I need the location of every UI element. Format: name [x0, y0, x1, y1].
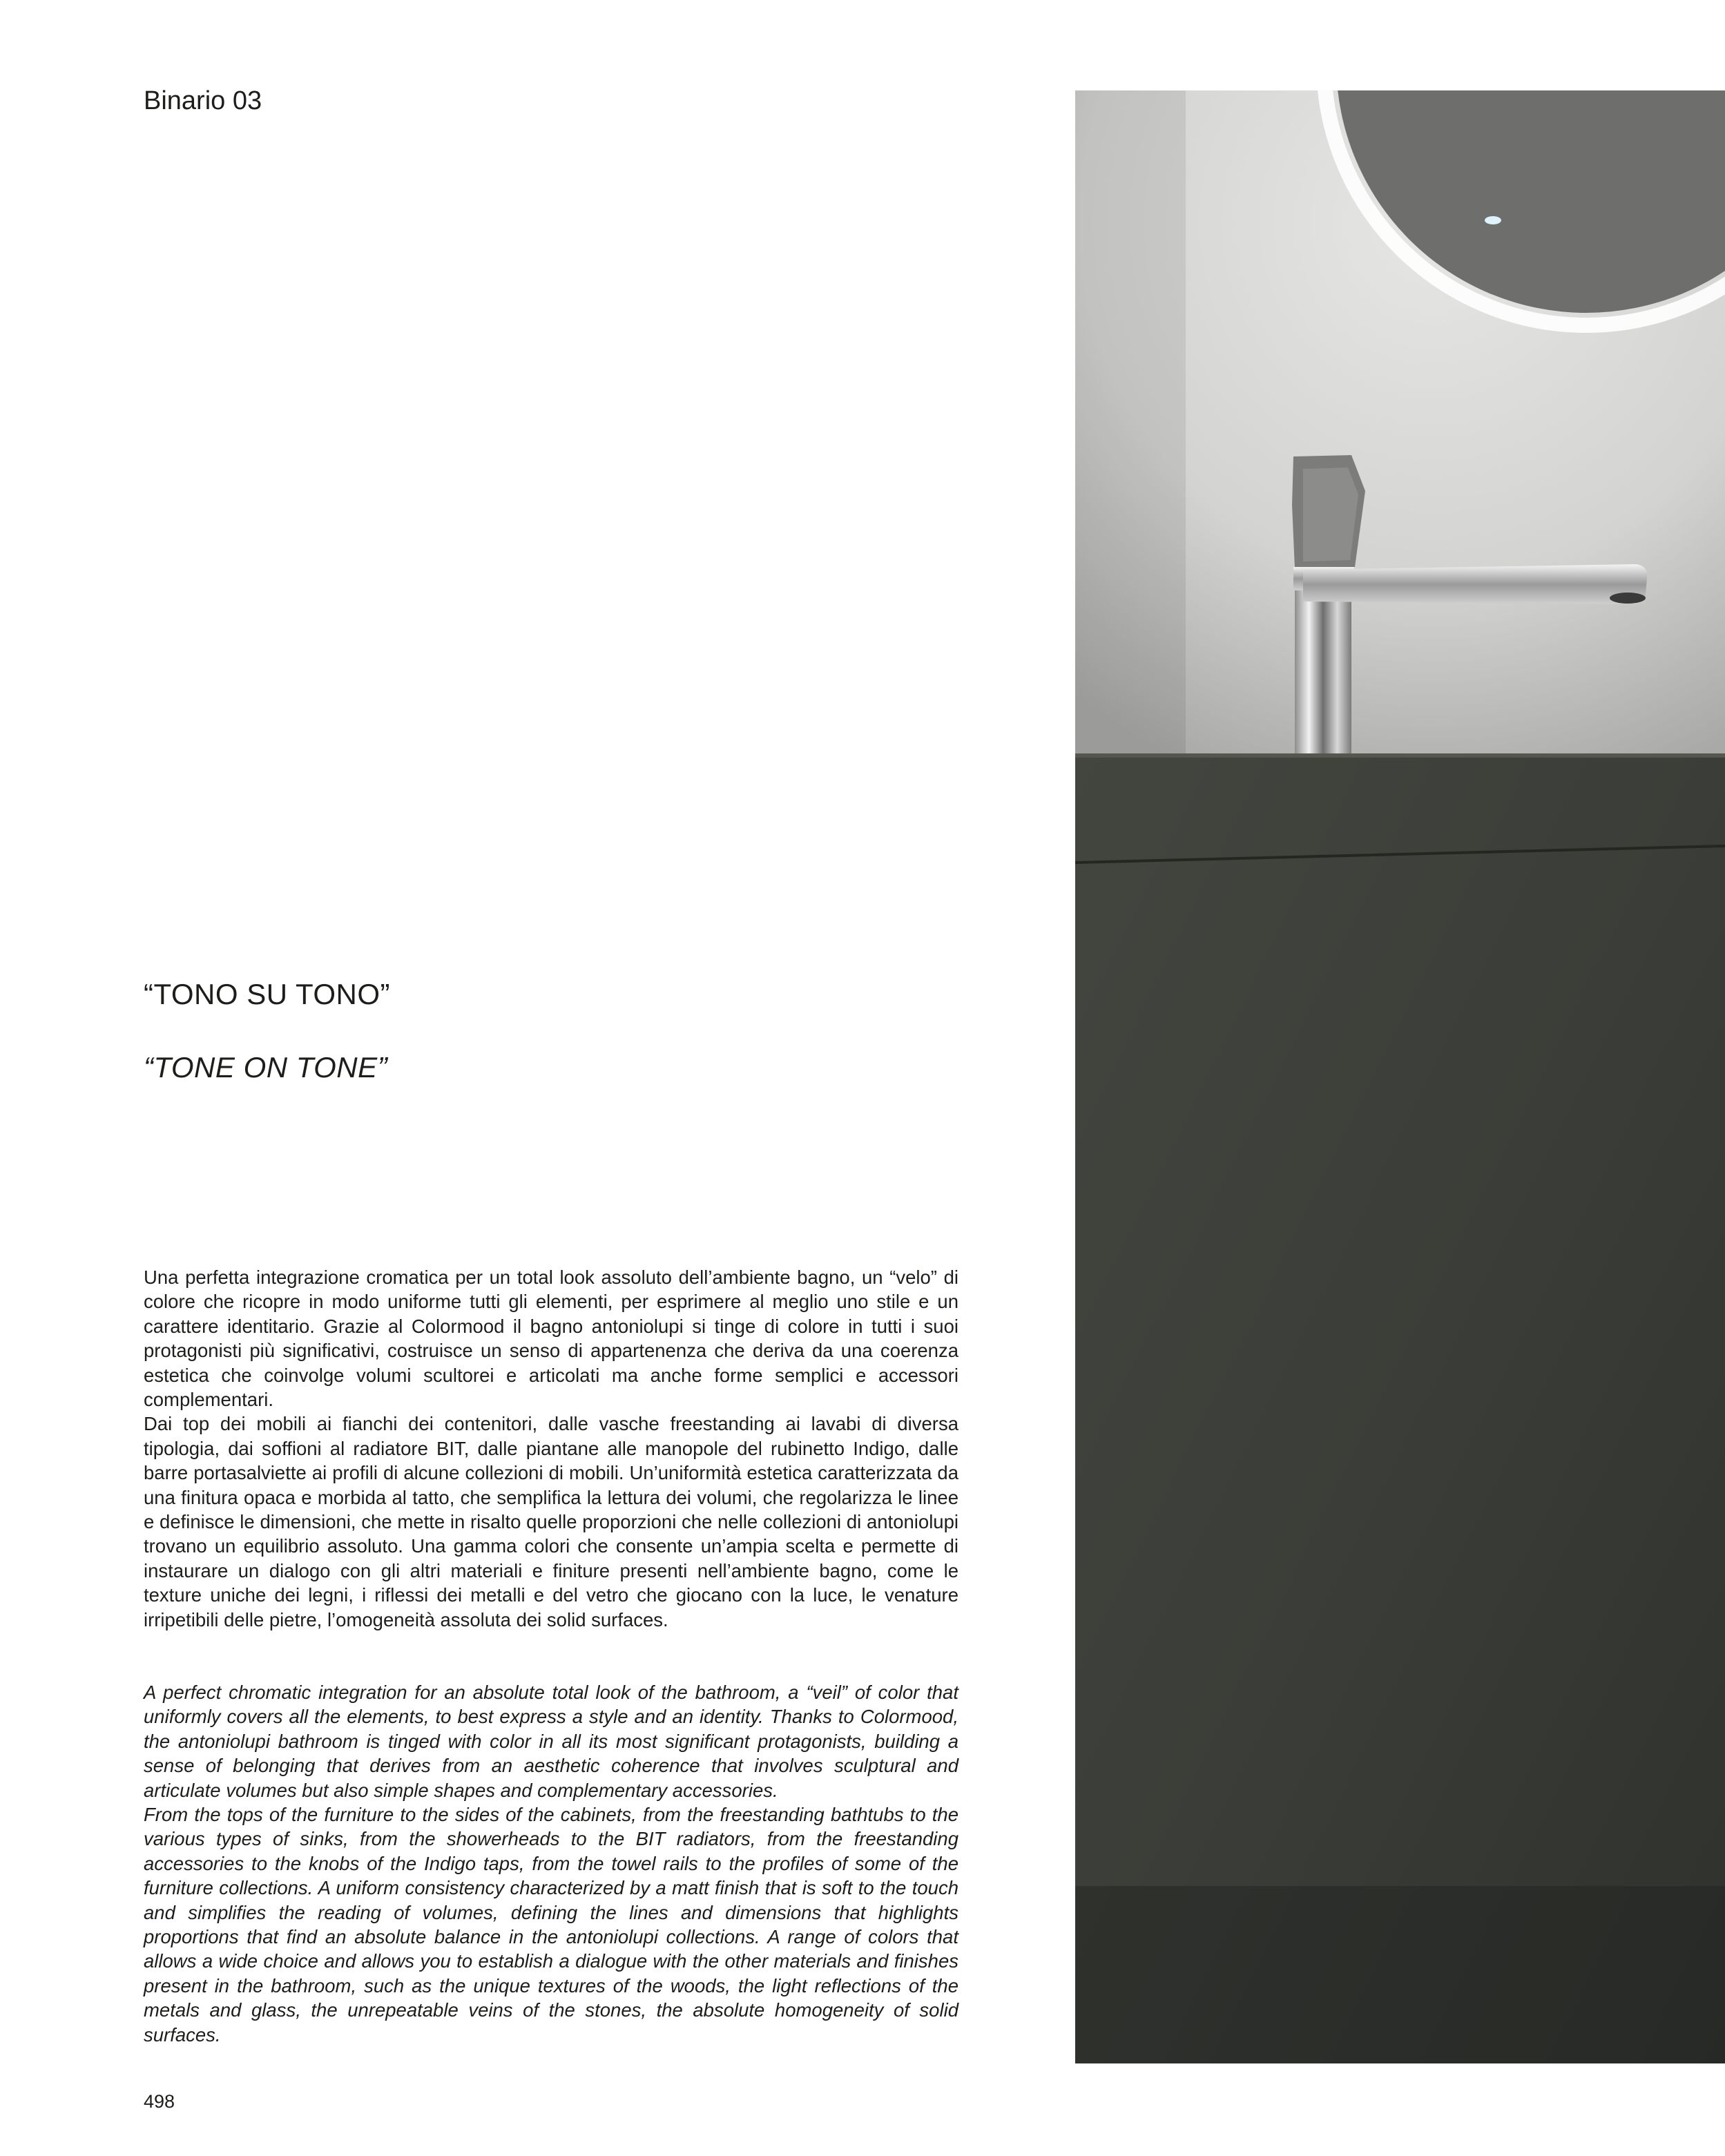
faucet-aerator [1610, 593, 1646, 604]
paragraph: Una perfetta integrazione cromatica per un total look assoluto dell’ambiente bagno, un “velo” di colore che ricopre in modo uniforme tutti gli elementi, per esprimere al meglio uno stile e un carattere identitario. Grazie al Colormood il bagno antoniolupi si tinge di colore in tutti i suoi protagonisti più significativi, costruisce un senso di appartenenza che deriva da una coerenza estetica che coinvolge volumi scultorei e articolati ma anche forme semplici e accessori complementari. [144, 1267, 958, 1411]
page-number: 498 [144, 2091, 175, 2112]
bathroom-faucet-photo [1075, 90, 1725, 2063]
title-italian: “TONO SU TONO” [144, 978, 391, 1010]
body-italian [144, 1265, 958, 1632]
mirror-sensor [1485, 216, 1501, 224]
paragraph: A perfect chromatic integration for an absolute total look of the bathroom, a “veil” of color that uniformly covers all the elements, to best express a style and an identity. Thanks to Colormood, the antoniolupi bathroom is tinged with color in all its most significant protagonists, building a sense of belonging that derives from an aesthetic coherence that involves sculptural and articulate volumes but also simple shapes and complementary accessories. [144, 1682, 958, 1801]
faucet-handle-face [1303, 468, 1358, 561]
cabinet [1075, 753, 1725, 2063]
wall-shadow [1075, 90, 1186, 753]
faucet-spout [1303, 564, 1647, 604]
cabinet-lower-shadow [1075, 1886, 1725, 2063]
photo-illustration [1075, 90, 1725, 2063]
title-english: “TONE ON TONE” [144, 1051, 388, 1084]
faucet-body [1295, 588, 1351, 767]
section-label: Binario 03 [144, 86, 262, 115]
body-english [144, 1680, 958, 2047]
paragraph: Dai top dei mobili ai fianchi dei contenitori, dalle vasche freestanding ai lavabi di diversa tipologia, dai soffioni al radiatore BIT, dalle piantane alle manopole del rubinetto Indigo, dalle barre portasalviette ai profili di alcune collezioni di mobili. Un’uniformità estetica caratterizzata da una finitura opaca e morbida al tatto, che semplifica la lettura dei volumi, che regolarizza le linee e definisce le dimensioni, che mette in risalto quelle proporzioni che nelle collezioni di antoniolupi trovano un equilibrio assoluto. Una gamma colori che consente un’ampia scelta e permette di instaurare un dialogo con gli altri materiali e finiture presenti nell’ambiente bagno, come le texture uniche dei legni, i riflessi dei metalli e del vetro che giocano con la luce, le venature irripetibili delle pietre, l’omogeneità assoluta dei solid surfaces. [144, 1413, 958, 1630]
cabinet-top-edge [1075, 753, 1725, 758]
paragraph: From the tops of the furniture to the sides of the cabinets, from the freestanding bathtubs to the various types of sinks, from the showerheads to the BIT radiators, from the freestanding accessories to the knobs of the Indigo taps, from the towel rails to the profiles of some of the furniture collections. A uniform consistency characterized by a matt finish that is soft to the touch and simplifies the reading of volumes, defining the lines and dimensions that highlights proportions that find an absolute balance in the antoniolupi collections. A range of colors that allows a wide choice and allows you to establish a dialogue with the other materials and finishes present in the bathroom, such as the unique textures of the woods, the light reflections of the metals and glass, the unrepeatable veins of the stones, the absolute homogeneity of solid surfaces. [144, 1804, 958, 2046]
